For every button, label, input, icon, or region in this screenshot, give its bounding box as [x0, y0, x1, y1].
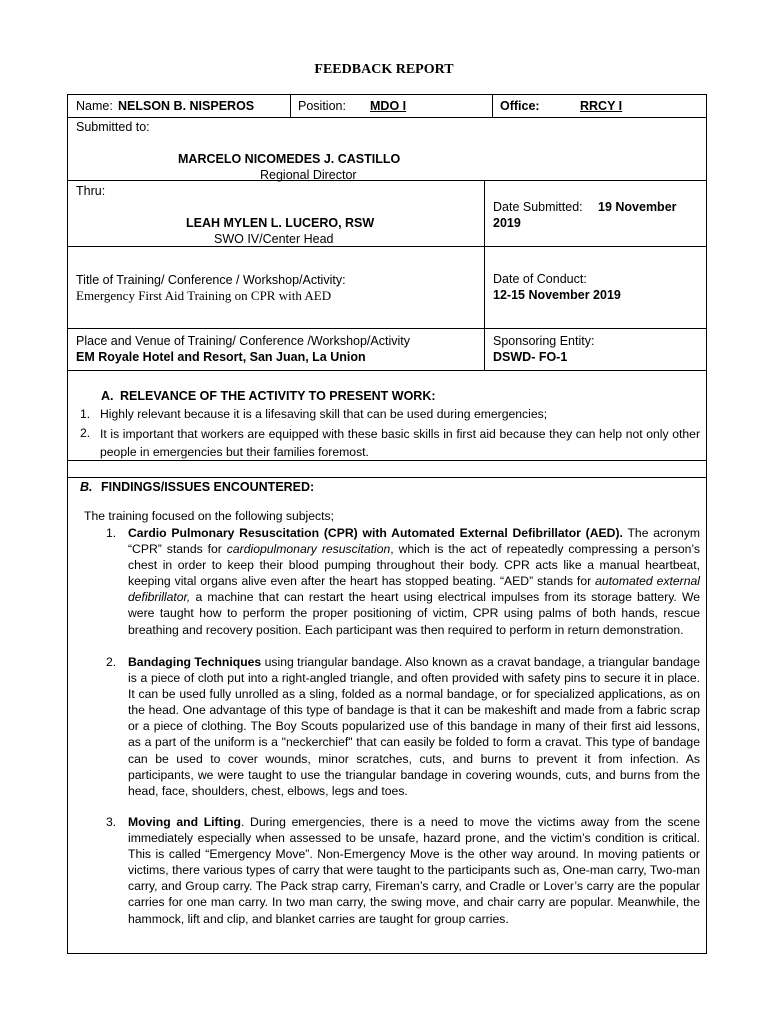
thru-role: SWO IV/Center Head — [214, 232, 334, 246]
date-of-conduct-value: 12-15 November 2019 — [493, 288, 621, 302]
submitted-person: MARCELO NICOMEDES J. CASTILLO — [178, 152, 401, 166]
findings-item-number: 2. — [106, 655, 117, 669]
training-label: Title of Training/ Conference / Workshop/Activity: — [76, 273, 346, 287]
findings-item: Cardio Pulmonary Resuscitation (CPR) with Automated External Defibrillator (AED). The acronym “CPR” stands for cardiopulmonary resuscitation, which is the act of repeatedly compressing a person’s chest in order to keep their blood pumping throughout their body. CPR acts like a manual heartbeat, keeping vital organs alive even after the heart has stopped beating. “AED” stands for automated external defibrillator, a machine that can restart the heart using electrical impulses from its storage battery. We were taught how to perform the proper positioning of victim, CPR using palms of both hands, rescue breathing and recovery position. Each participant was then required to perform in return demonstration. — [128, 526, 700, 637]
venue-label: Place and Venue of Training/ Conference /Workshop/Activity — [76, 334, 410, 348]
findings-item-number: 1. — [106, 526, 117, 540]
thru-label: Thru: — [76, 184, 106, 198]
office-value: RRCY I — [580, 99, 623, 113]
header-row — [68, 95, 706, 118]
position-label: Position: — [298, 99, 346, 113]
findings-item-title: Bandaging Techniques — [128, 655, 262, 669]
findings-section — [68, 478, 706, 953]
findings-intro: The training focused on the following subjects; — [84, 509, 334, 523]
submitted-role: Regional Director — [260, 168, 357, 182]
findings-item-number: 3. — [106, 815, 117, 829]
findings-item-title: Moving and Lifting — [128, 815, 241, 829]
findings-item: Moving and Lifting. During emergencies, there is a need to move the victims away from the scene immediately especially when assessed to be unsafe, hazard prone, and the victim’s condition is critical. This is called “Emergency Move”. Non-Emergency Move is the other way around. In moving patients or victims, there various types of carry that were taught to the participants such as, One-man carry, Two-man carry, and Group carry. The Pack strap carry, Fireman’s carry, and Cradle or Lover’s carry are the popular carries for one man carry. In two man carry, the swing move, and chair carry are popular. Meanwhile, the hammock, lift and clip, and blanket carries are taught for group carries. — [128, 815, 700, 926]
findings-item-title: Cardio Pulmonary Resuscitation (CPR) with Automated External Defibrillator (AED). — [128, 526, 623, 540]
findings-item: Bandaging Techniques using triangular bandage. Also known as a cravat bandage, a triangular bandage is a piece of cloth put into a right-angled triangle, and often provided with safety pins to secure it in place. It can be used fully unrolled as a sling, folded as a normal bandage, or for specialized applications, as on the head. One advantage of this type of bandage is that it can be makeshift and made from a fabric scrap or a piece of clothing. The Boy Scouts popularized use of this bandage in many of their first aid lessons, as a part of the uniform is a "neckerchief" that can easily be folded to form a cravat. This type of bandage can be used to cover wounds, minor scratches, cuts, and burns to prevent it from infection. As participants, we were taught to use the triangular bandage in covering wounds, cuts, and burns from the head, face, shoulders, chest, elbows, legs and toes. — [128, 655, 700, 798]
relevance-heading: RELEVANCE OF THE ACTIVITY TO PRESENT WORK: — [120, 389, 436, 403]
relevance-marker: A. — [101, 389, 114, 403]
relevance-item: It is important that workers are equipped with these basic skills in first aid because they can help not only other people in emergencies but their families foremost. — [100, 427, 700, 459]
name-value: NELSON B. NISPEROS — [118, 99, 255, 113]
report-form — [67, 94, 707, 954]
position-value: MDO I — [370, 99, 407, 113]
submitted-label: Submitted to: — [76, 120, 150, 134]
date-submitted-value: 19 November — [598, 200, 677, 214]
date-submitted-year: 2019 — [493, 216, 521, 230]
name-label: Name: — [76, 99, 113, 113]
relevance-item-number: 2. — [80, 426, 91, 440]
findings-marker: B. — [80, 480, 93, 494]
venue-value: EM Royale Hotel and Resort, San Juan, La Union — [76, 350, 366, 364]
relevance-item: Highly relevant because it is a lifesaving skill that can be used during emergencies; — [100, 407, 548, 421]
date-of-conduct-label: Date of Conduct: — [493, 272, 587, 286]
thru-row — [68, 181, 706, 247]
date-submitted-label: Date Submitted: — [493, 200, 583, 214]
venue-row — [68, 329, 706, 371]
office-label: Office: — [500, 99, 540, 113]
page-title: FEEDBACK REPORT — [314, 62, 454, 77]
sponsor-value: DSWD- FO-1 — [493, 350, 568, 364]
findings-heading: FINDINGS/ISSUES ENCOUNTERED: — [101, 480, 315, 494]
relevance-item-number: 1. — [80, 407, 91, 421]
thru-person: LEAH MYLEN L. LUCERO, RSW — [186, 216, 375, 230]
spacer-row — [68, 461, 706, 478]
relevance-section — [68, 371, 706, 461]
sponsor-label: Sponsoring Entity: — [493, 334, 595, 348]
training-value: Emergency First Aid Training on CPR with AED — [76, 288, 332, 303]
training-row — [68, 247, 706, 329]
submitted-row — [68, 118, 706, 181]
